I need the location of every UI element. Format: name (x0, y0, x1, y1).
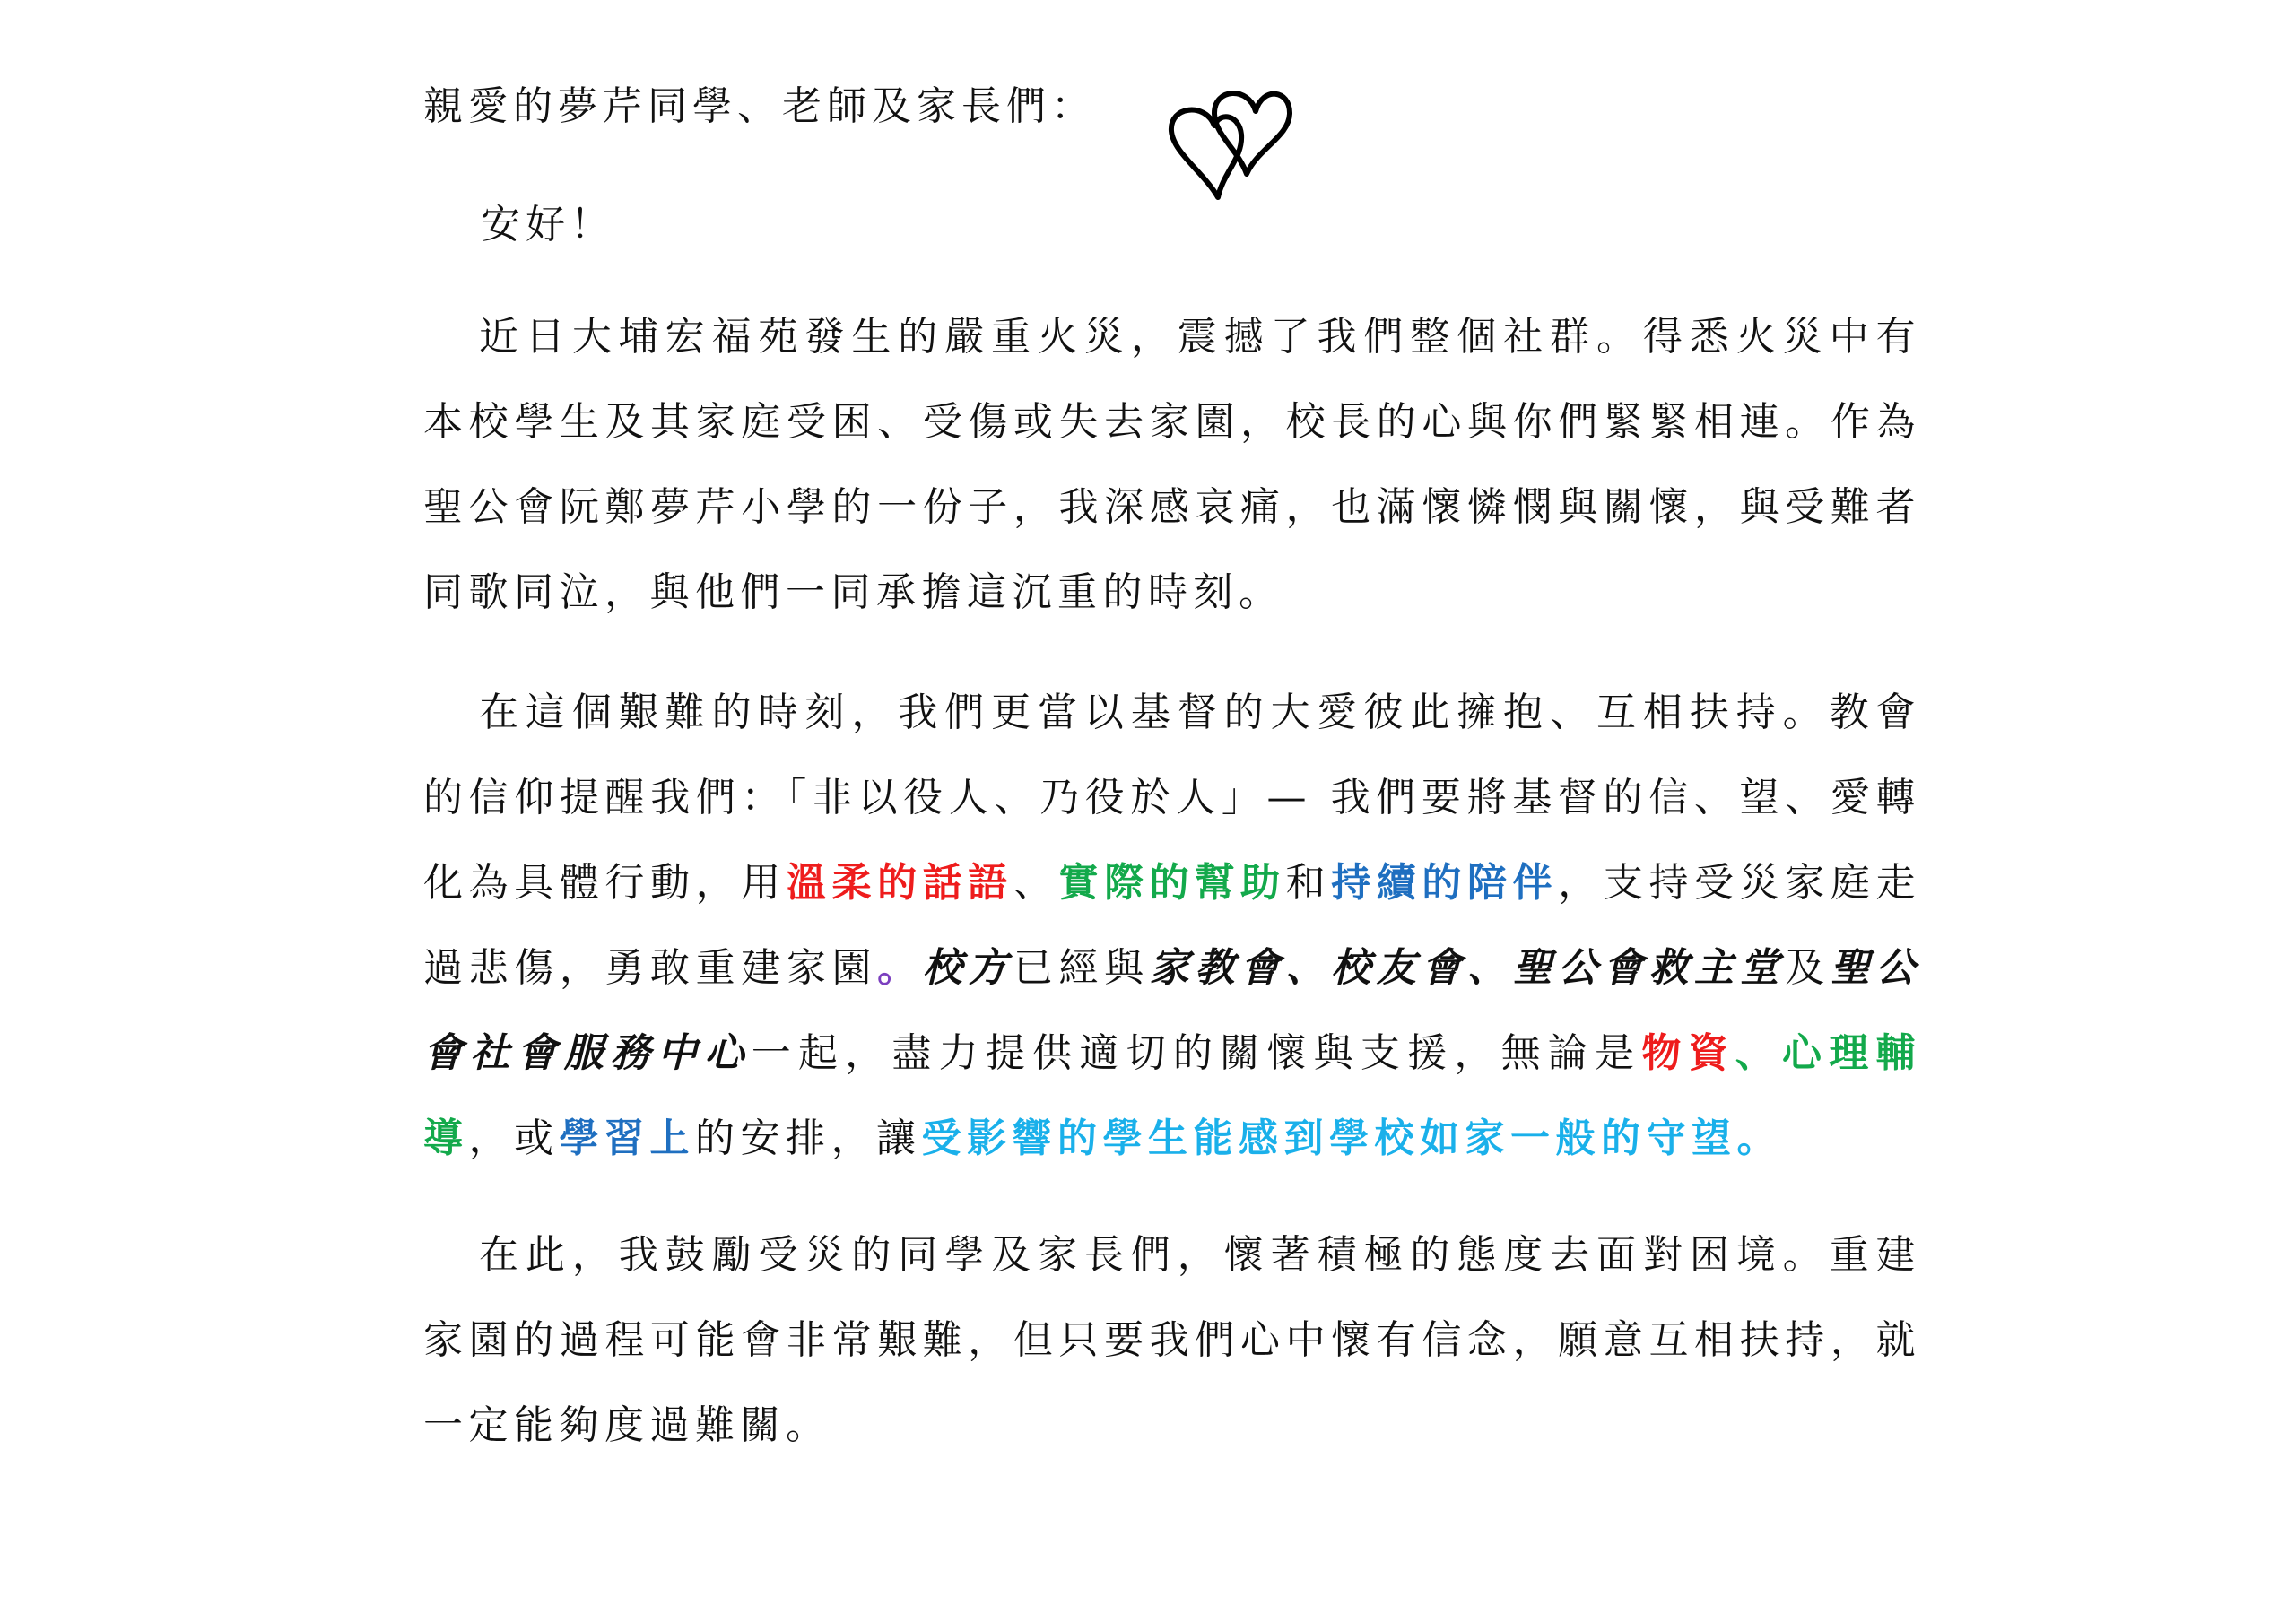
p2-highlight-supplies: 物資 (1641, 1030, 1735, 1076)
p2-highlight-affected-students: 受影響的學生能感到學校如家一般的守望。 (921, 1115, 1782, 1161)
p2-text-4: ，支持受災家庭走過悲傷，勇敢重建家園 (423, 860, 1921, 991)
p2-text-9: 的安排，讓 (695, 1115, 922, 1161)
p2-text-6: 及 (1785, 945, 1831, 991)
p2-highlight-ongoing-companionship: 持續的陪伴 (1331, 860, 1559, 906)
p2-highlight-counselling: 心理輔導 (423, 1030, 1922, 1161)
paragraph-2 (423, 670, 1921, 1181)
paragraph-3: 在此，我鼓勵受災的同學及家長們，懷著積極的態度去面對困境。重建家園的過程可能會非常艱難，但只要我們心中懷有信念，願意互相扶持，就一定能夠度過難關。 (423, 1232, 1921, 1448)
two-hearts-icon (1132, 79, 1311, 213)
p2-partner-organizations: 家教會、校友會、聖公會救主堂 (1149, 945, 1786, 991)
p2-comma: 、 (1735, 1030, 1783, 1076)
p2-school-side: 校方 (922, 945, 1013, 991)
p2-highlight-practical-help: 實際的幫助 (1058, 860, 1286, 906)
p2-highlight-learning: 學習上 (559, 1115, 695, 1161)
paragraph-1: 近日大埔宏福苑發生的嚴重火災，震撼了我們整個社群。得悉火災中有本校學生及其家庭受困、受傷或失去家園，校長的心與你們緊緊相連。作為聖公會阮鄭夢芹小學的一份子，我深感哀痛，也滿懷憐憫與關懷，與受難者同歌同泣，與他們一同承擔這沉重的時刻。 (423, 314, 1921, 615)
p2-text-8: ，或 (468, 1115, 560, 1161)
p2-text-3: 和 (1285, 860, 1332, 906)
p2-purple-period: 。 (877, 945, 923, 991)
p2-text-2: 、 (1013, 860, 1059, 906)
p2-text-1: 在這個艱難的時刻，我們更當以基督的大愛彼此擁抱、互相扶持。教會的信仰提醒我們：「非以役人、乃役於人」— 我們要將基督的信、望、愛轉化為具體行動，用 (423, 690, 1921, 906)
p2-highlight-gentle-words: 溫柔的話語 (786, 860, 1013, 906)
letter-salutation: 安好！ (481, 202, 615, 247)
p2-text-5: 已經與 (1013, 945, 1150, 991)
p2-text-7: 一起，盡力提供適切的關懷與支援，無論是 (751, 1030, 1642, 1076)
letter-greeting: 親愛的夢芹同學、老師及家長們： (423, 83, 1096, 129)
p2-social-service-centre: 聖公會社會服務中心 (423, 945, 1921, 1076)
